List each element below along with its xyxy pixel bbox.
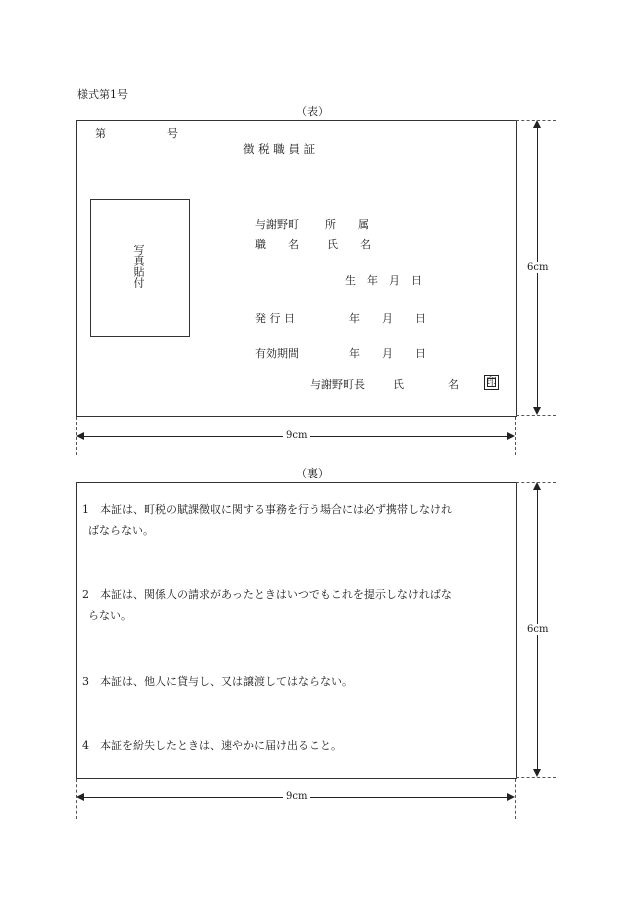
back-height-arrow-down-icon [533,769,541,777]
issue-date-values: 年 月 日 [349,312,426,325]
back-item-text: 本証は、町税の賦課徴収に関する事務を行う場合には必ず携帯しなけれ [100,503,452,516]
front-width-arrow-left-icon [76,432,84,440]
back-item-number: 1 [82,503,89,516]
birth-date-label: 生 年 月 日 [345,274,422,287]
affiliation-org: 与謝野町 [255,218,299,231]
back-item-text: 本証を紛失したときは、速やかに届け出ること。 [100,739,342,752]
photo-label: 写真貼付 [132,244,145,288]
issue-date-label: 発 行 日 [255,312,295,325]
form-number: 様式第1号 [77,88,128,101]
back-item-text-cont: ばならない。 [88,524,154,537]
affiliation-label: 所 属 [325,218,369,231]
back-width-arrow-left-icon [76,793,84,801]
name-label: 氏 名 [327,238,371,251]
front-height-arrow-down-icon [533,407,541,415]
seal-text: 印 [486,377,497,388]
back-item-text: 本証は、関係人の請求があったときはいつでもこれを提示しなければな [100,588,452,601]
back-width-arrow-right-icon [507,793,515,801]
id-number-suffix: 号 [167,127,178,140]
front-side-label: （表） [296,105,329,118]
issuer-title: 与謝野町長 [310,378,365,391]
front-height-arrow-up-icon [533,120,541,128]
back-item-number: 4 [82,739,89,752]
back-height-label: 6cm [524,624,551,635]
back-width-label: 9cm [283,791,310,802]
front-height-label: 6cm [524,262,551,273]
front-width-arrow-right-icon [507,432,515,440]
position-label: 職 名 [255,238,299,251]
back-height-arrow-up-icon [533,482,541,490]
front-width-label: 9cm [283,430,310,441]
back-item-text-cont: らない。 [88,609,132,622]
id-number-prefix: 第 [95,127,106,140]
back-item-number: 2 [82,588,89,601]
back-item-number: 3 [82,675,89,688]
validity-values: 年 月 日 [349,347,426,360]
validity-label: 有効期間 [255,347,299,360]
back-side-label: （裏） [296,467,329,480]
issuer-name-label: 氏 名 [393,378,459,391]
card-title: 徴 税 職 員 証 [243,142,316,156]
back-item-text: 本証は、他人に貸与し、又は譲渡してはならない。 [100,675,353,688]
